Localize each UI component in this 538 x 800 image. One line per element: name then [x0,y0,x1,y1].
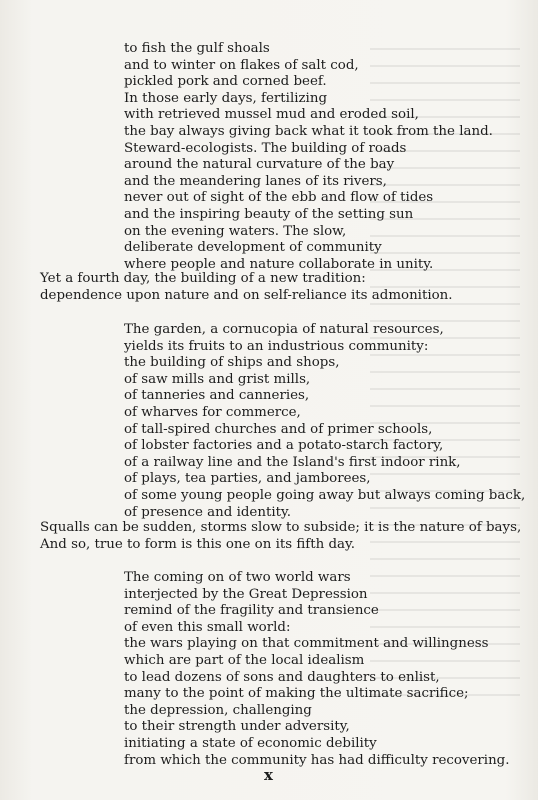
poem-line: and the meandering lanes of its rivers, [124,173,387,189]
poem-line: of some young people going away but always coming back, [124,487,526,503]
poem-line: many to the point of making the ultimate sacrifice; [124,686,469,702]
poem-line: from which the community has had difficulty recovering. [124,752,510,768]
poem-line: of presence and identity. [124,504,292,520]
poem-line: deliberate development of community [124,240,382,256]
poem-line: interjected by the Great Depression [124,586,368,602]
poem-line: Yet a fourth day, the building of a new tradition: [40,271,366,286]
poem-line: of even this small world: [124,619,291,635]
stanza-3 [0,322,538,521]
poem-line: Squalls can be sudden, storms slow to subside; it is the nature of bays, [40,520,522,535]
stanza-1 [0,41,538,273]
poem-line: on the evening waters. The slow, [124,223,347,239]
poem-line: the building of ships and shops, [124,355,340,371]
poem-line: of tall-spired churches and of primer schools, [124,421,433,437]
poem-line: of lobster factories and a potato-starch factory, [124,438,444,454]
poem-line: And so, true to form is this one on its fifth day. [40,536,356,552]
stanza-4 [0,520,538,553]
poem-line: of plays, tea parties, and jamborees, [124,471,371,487]
poem-line: the depression, challenging [124,702,312,718]
poem-line: the wars playing on that commitment and willingness [124,636,489,652]
poem-line: of wharves for commerce, [124,404,301,420]
poem-line: Steward-ecologists. The building of roads [124,140,407,156]
poem-line: initiating a state of economic debility [124,735,377,751]
poem-line: The coming on of two world wars [124,570,351,585]
poem-line: around the natural curvature of the bay [124,157,395,173]
poem-line: yields its fruits to an industrious community: [124,338,429,354]
poem-line: never out of sight of the ebb and flow of tides [124,190,434,206]
poem-line: pickled pork and corned beef. [124,74,327,90]
poem-line: with retrieved mussel mud and eroded soil, [124,107,419,123]
poem-line: The garden, a cornucopia of natural resources, [124,322,444,337]
poem-line: dependence upon nature and on self-reliance its admonition. [40,287,453,303]
stanza-2 [0,271,538,304]
poem-line: to lead dozens of sons and daughters to enlist, [124,669,440,685]
poem-line: to fish the gulf shoals [124,41,270,56]
poem-line: remind of the fragility and transience [124,603,379,619]
poem-line: of tanneries and canneries, [124,388,310,404]
page-number: x [264,766,274,784]
stanza-5 [0,570,538,769]
poem-line: which are part of the local idealism [124,652,365,668]
poem-line: and to winter on flakes of salt cod, [124,57,359,73]
poem-line: of a railway line and the Island's first indoor rink, [124,454,461,470]
poem-line: the bay always giving back what it took from the land. [124,123,493,139]
poem-line: where people and nature collaborate in unity. [124,256,434,272]
poem-line: and the inspiring beauty of the setting sun [124,206,414,222]
poem-line: to their strength under adversity, [124,719,350,735]
poem-line: of saw mills and grist mills, [124,371,311,387]
poem-line: In those early days, fertilizing [124,90,328,106]
